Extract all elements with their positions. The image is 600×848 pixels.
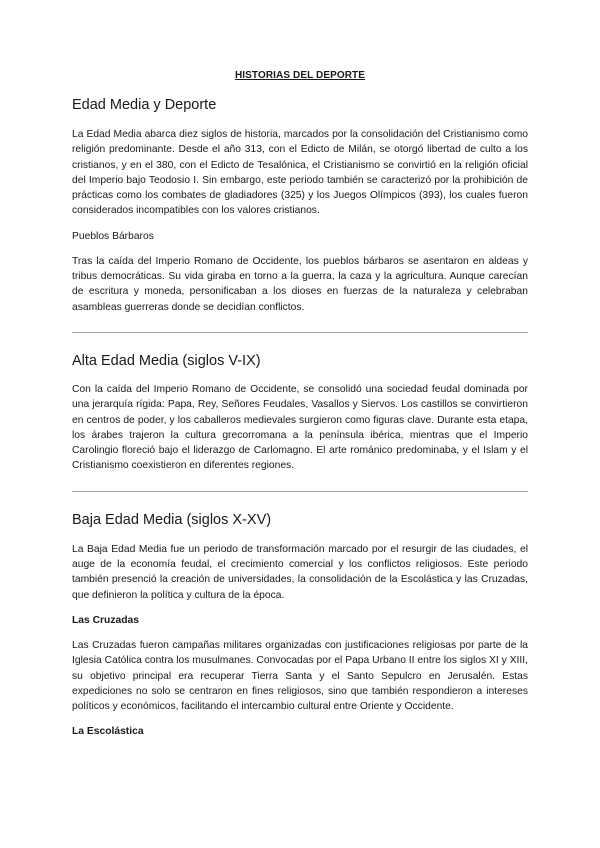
paragraph: Las Cruzadas fueron campañas militares organizadas con justificaciones religiosas por parte de la Iglesia Católica contra los musulmanes. Convocadas por el Papa Urbano II entre los siglos XI y XIII, su objetivo principal era recuperar Tierra Santa y el Santo Sepulcro en Jerusalén. Estas expediciones no solo se centraron en fines religiosos, sino que también respondieron a intereses políticos y económicos, facilitando el intercambio cultural entre Oriente y Occidente.	[72, 639, 528, 713]
section-edad-media	[72, 97, 528, 315]
section-baja-edad-media	[72, 512, 528, 738]
paragraph: Con la caída del Imperio Romano de Occidente, se consolidó una sociedad feudal dominada por una jerarquía rígida: Papa, Rey, Señores Feudales, Vasallos y Siervos. Los castillos se convirtieron en centros de poder, y los caballeros medievales surgieron como figuras clave. Durante esta etapa, los árabes trajeron la cultura grecorromana a la península ibérica, mientras que el Imperio Carolingio floreció bajo el liderazgo de Carlomagno. El arte románico predominaba, y el Islam y el Cristianismo coexistieron en diferentes regiones.	[72, 383, 528, 472]
subheading-la-escolastica: La Escolástica	[72, 726, 144, 738]
document-page	[72, 70, 528, 749]
paragraph: La Edad Media abarca diez siglos de historia, marcados por la consolidación del Cristianismo como religión predominante. Desde el año 313, con el Edicto de Milán, se otorgó libertad de culto a los cristianos, y en el 380, con el Edicto de Tesalónica, el Cristianismo se convirtió en la religión oficial del Imperio bajo Teodosio I. Sin embargo, este periodo también se caracterizó por la prohibición de prácticas como los combates de gladiadores (325) y los Juegos Olímpicos (393), los cuales fueron considerados incompatibles con los valores cristianos.	[72, 129, 528, 217]
section-heading: Alta Edad Media (siglos V-IX)	[72, 352, 261, 369]
section-divider	[72, 491, 528, 492]
document-title: HISTORIAS DEL DEPORTE	[234, 70, 366, 81]
subheading-pueblos-barbaros: Pueblos Bárbaros	[72, 230, 154, 242]
paragraph: La Baja Edad Media fue un periodo de transformación marcado por el resurgir de las ciudades, el auge de la economía feudal, el crecimiento comercial y los conflictos religiosos. Este periodo también presenció la creación de universidades, la consolidación de la Escolástica y las Cruzadas, que definieron la política y cultura de la época.	[72, 543, 528, 601]
section-divider	[72, 332, 528, 333]
section-heading: Edad Media y Deporte	[72, 97, 217, 113]
subheading-las-cruzadas: Las Cruzadas	[72, 614, 139, 626]
section-alta-edad-media	[72, 353, 528, 474]
section-heading: Baja Edad Media (siglos X-XV)	[72, 511, 272, 528]
paragraph: Tras la caída del Imperio Romano de Occidente, los pueblos bárbaros se asentaron en aldeas y tribus democráticas. Su vida giraba en torno a la guerra, la caza y la agricultura. Aunque carecían de escritura y moneda, personificaban a los dioses en fuerzas de la naturaleza y celebraban asambleas guerreras donde se decidían conflictos.	[72, 255, 528, 313]
